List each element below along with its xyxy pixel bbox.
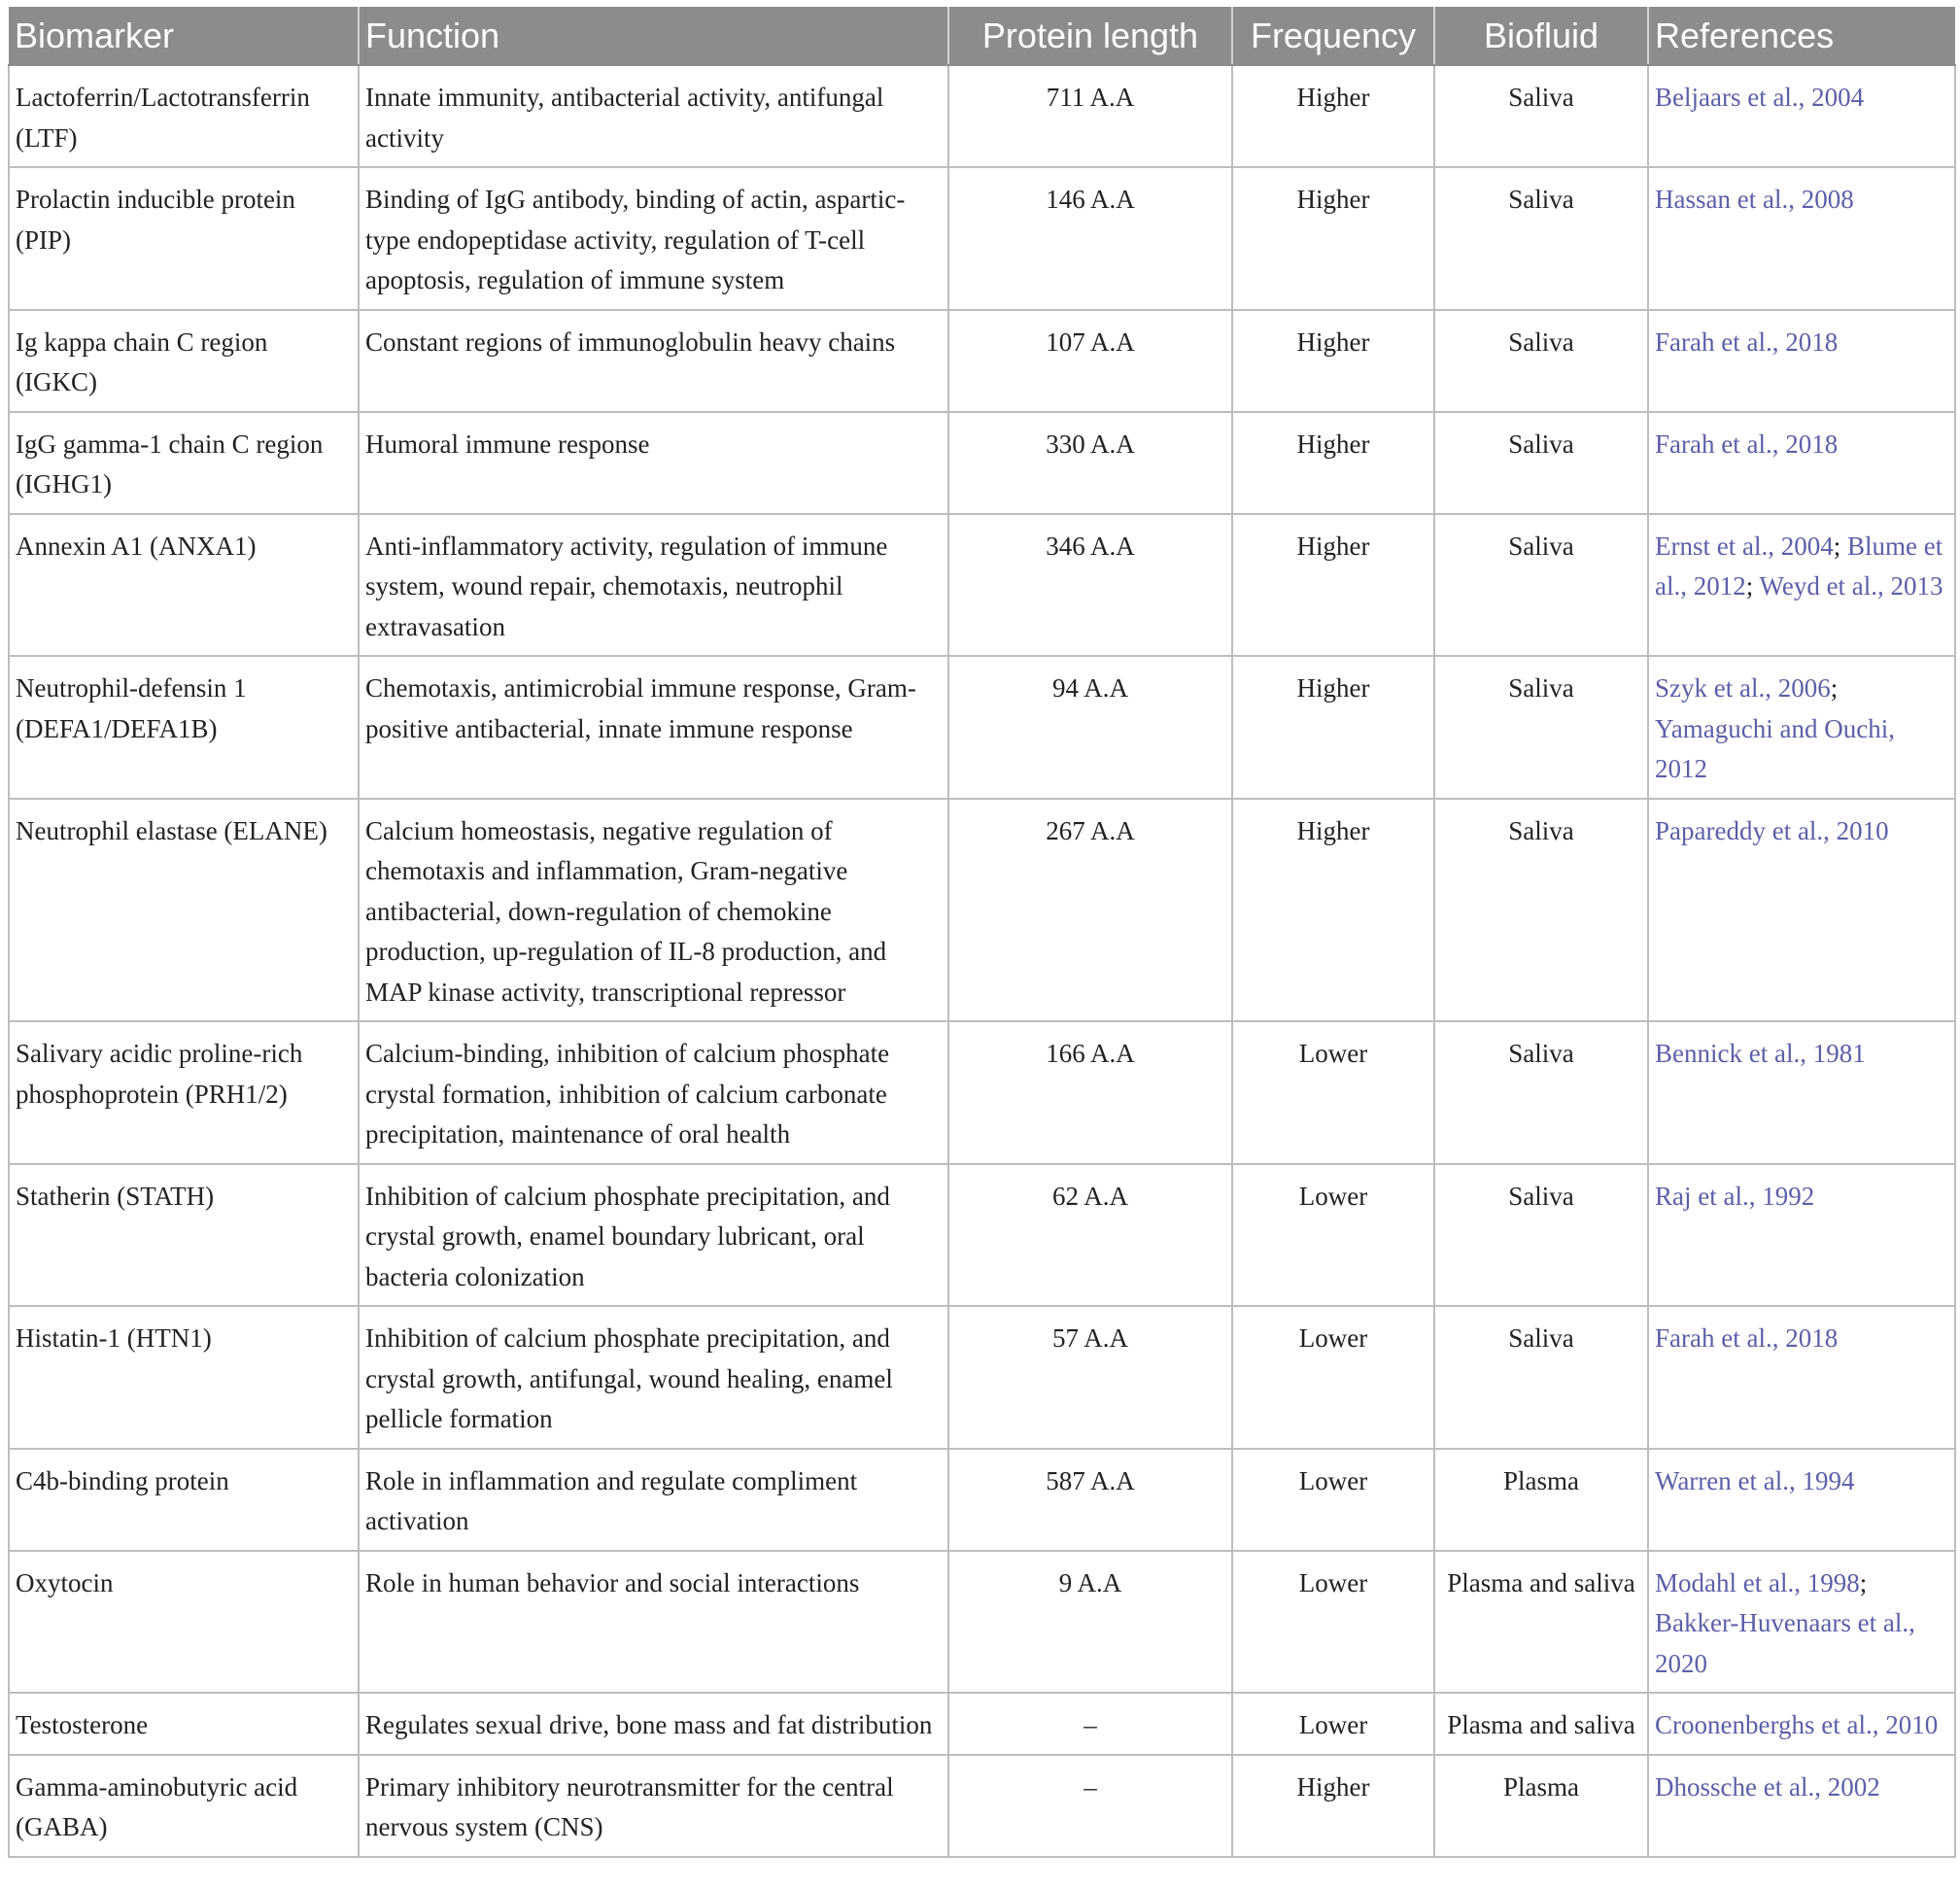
reference-link[interactable]: Yamaguchi and Ouchi, 2012 xyxy=(1655,713,1895,783)
cell-frequency: Higher xyxy=(1232,514,1434,657)
table-row xyxy=(9,514,1955,657)
table-row xyxy=(9,1306,1955,1449)
reference-link[interactable]: Bennick et al., 1981 xyxy=(1655,1039,1866,1068)
reference-link[interactable]: Papareddy et al., 2010 xyxy=(1655,815,1889,845)
cell-biofluid: Saliva xyxy=(1434,1306,1648,1449)
reference-link[interactable]: Ernst et al., 2004 xyxy=(1655,531,1834,561)
table-row xyxy=(9,310,1955,412)
reference-link[interactable]: Szyk et al., 2006 xyxy=(1655,673,1831,703)
cell-function: Calcium homeostasis, negative regulation of chemotaxis and inflammation, Gram-negative antibacterial, down-regulation of chemokine production, up-regulation of IL-8 production, and MAP kinase activity, transcriptional repressor xyxy=(359,799,948,1022)
cell-function: Role in inflammation and regulate compliment activation xyxy=(359,1449,948,1551)
reference-link[interactable]: Dhossche et al., 2002 xyxy=(1655,1771,1880,1802)
cell-references: Szyk et al., 2006; Yamaguchi and Ouchi, 2012 xyxy=(1648,656,1955,799)
table-row xyxy=(9,1449,1955,1551)
cell-biofluid: Saliva xyxy=(1434,167,1648,310)
cell-function: Binding of IgG antibody, binding of actin, aspartic-type endopeptidase activity, regulation of T-cell apoptosis, regulation of immune system xyxy=(359,167,948,310)
cell-function: Calcium-binding, inhibition of calcium phosphate crystal formation, inhibition of calcium carbonate precipitation, maintenance of oral health xyxy=(359,1021,948,1164)
reference-link[interactable]: Croonenberghs et al., 2010 xyxy=(1655,1710,1939,1739)
cell-biofluid: Saliva xyxy=(1434,1164,1648,1307)
cell-references xyxy=(1648,1306,1955,1449)
reference-link[interactable]: Beljaars et al., 2004 xyxy=(1655,83,1865,112)
cell-biomarker: Histatin-1 (HTN1) xyxy=(9,1306,359,1449)
cell-biomarker: Prolactin inducible protein (PIP) xyxy=(9,167,359,310)
cell-biofluid: Saliva xyxy=(1434,65,1648,167)
cell-protein-length: 146 A.A xyxy=(948,167,1232,310)
cell-references xyxy=(1648,310,1955,412)
cell-biofluid: Plasma and saliva xyxy=(1434,1693,1648,1755)
table-row xyxy=(9,65,1955,167)
table-body xyxy=(9,65,1955,1857)
cell-frequency: Lower xyxy=(1232,1164,1434,1307)
cell-protein-length: – xyxy=(948,1755,1232,1857)
cell-references xyxy=(1648,799,1955,1022)
table-row xyxy=(9,1021,1955,1164)
cell-frequency: Higher xyxy=(1232,656,1434,799)
cell-biomarker: Neutrophil elastase (ELANE) xyxy=(9,799,359,1022)
cell-references xyxy=(1648,412,1955,514)
biomarker-table xyxy=(8,7,1956,1858)
reference-link[interactable]: Hassan et al., 2008 xyxy=(1655,185,1854,214)
cell-protein-length: 107 A.A xyxy=(948,310,1232,412)
cell-protein-length: 587 A.A xyxy=(948,1449,1232,1551)
cell-biofluid: Saliva xyxy=(1434,799,1648,1022)
cell-protein-length: 57 A.A xyxy=(948,1306,1232,1449)
reference-link[interactable]: Warren et al., 1994 xyxy=(1655,1465,1855,1495)
cell-function: Primary inhibitory neurotransmitter for the central nervous system (CNS) xyxy=(359,1755,948,1857)
cell-frequency: Lower xyxy=(1232,1693,1434,1755)
cell-frequency: Lower xyxy=(1232,1551,1434,1694)
cell-biomarker: Neutrophil-defensin 1 (DEFA1/DEFA1B) xyxy=(9,656,359,799)
cell-function: Innate immunity, antibacterial activity, antifungal activity xyxy=(359,65,948,167)
cell-biomarker: Statherin (STATH) xyxy=(9,1164,359,1307)
cell-function: Inhibition of calcium phosphate precipitation, and crystal growth, antifungal, wound healing, enamel pellicle formation xyxy=(359,1306,948,1449)
cell-references xyxy=(1648,1755,1955,1857)
cell-references xyxy=(1648,1693,1955,1755)
cell-frequency: Lower xyxy=(1232,1306,1434,1449)
cell-frequency: Lower xyxy=(1232,1021,1434,1164)
table-row xyxy=(9,1551,1955,1694)
reference-link[interactable]: Farah et al., 2018 xyxy=(1655,429,1839,459)
reference-link[interactable]: Farah et al., 2018 xyxy=(1655,1323,1839,1353)
table-header-row xyxy=(9,7,1955,65)
cell-biofluid: Saliva xyxy=(1434,656,1648,799)
cell-frequency: Higher xyxy=(1232,167,1434,310)
cell-biomarker: Testosterone xyxy=(9,1693,359,1755)
cell-references xyxy=(1648,1164,1955,1307)
cell-biomarker: Salivary acidic proline-rich phosphoprotein (PRH1/2) xyxy=(9,1021,359,1164)
header-protein-length: Protein length xyxy=(948,7,1232,65)
cell-biofluid: Plasma xyxy=(1434,1755,1648,1857)
cell-function: Role in human behavior and social interactions xyxy=(359,1551,948,1694)
header-function: Function xyxy=(359,7,948,65)
cell-biofluid: Saliva xyxy=(1434,1021,1648,1164)
table-row xyxy=(9,799,1955,1022)
cell-references xyxy=(1648,1449,1955,1551)
cell-biofluid: Plasma and saliva xyxy=(1434,1551,1648,1694)
cell-references xyxy=(1648,167,1955,310)
cell-biofluid: Saliva xyxy=(1434,412,1648,514)
cell-frequency: Lower xyxy=(1232,1449,1434,1551)
header-biofluid: Biofluid xyxy=(1434,7,1648,65)
reference-link[interactable]: Modahl et al., 1998 xyxy=(1655,1567,1860,1597)
table-row xyxy=(9,1755,1955,1857)
table-row xyxy=(9,1164,1955,1307)
cell-frequency: Higher xyxy=(1232,65,1434,167)
cell-protein-length: 330 A.A xyxy=(948,412,1232,514)
cell-references xyxy=(1648,65,1955,167)
cell-biofluid: Plasma xyxy=(1434,1449,1648,1551)
cell-biomarker: Annexin A1 (ANXA1) xyxy=(9,514,359,657)
cell-biofluid: Saliva xyxy=(1434,514,1648,657)
reference-link[interactable]: Farah et al., 2018 xyxy=(1655,326,1839,357)
cell-protein-length: 166 A.A xyxy=(948,1021,1232,1164)
table-row xyxy=(9,656,1955,799)
header-frequency: Frequency xyxy=(1232,7,1434,65)
cell-references: Ernst et al., 2004; Blume et al., 2012; Weyd et al., 2013 xyxy=(1648,514,1955,657)
cell-biomarker: Lactoferrin/Lactotransferrin (LTF) xyxy=(9,65,359,167)
cell-protein-length: 62 A.A xyxy=(948,1164,1232,1307)
biomarker-table-container xyxy=(8,7,1954,1858)
table-row xyxy=(9,412,1955,514)
cell-biomarker: IgG gamma-1 chain C region (IGHG1) xyxy=(9,412,359,514)
cell-references: Modahl et al., 1998; Bakker-Huvenaars et al., 2020 xyxy=(1648,1551,1955,1694)
cell-protein-length: 267 A.A xyxy=(948,799,1232,1022)
cell-protein-length: 9 A.A xyxy=(948,1551,1232,1694)
cell-function: Constant regions of immunoglobulin heavy chains xyxy=(359,310,948,412)
cell-biofluid: Saliva xyxy=(1434,310,1648,412)
table-row xyxy=(9,1693,1955,1755)
cell-biomarker: C4b-binding protein xyxy=(9,1449,359,1551)
cell-protein-length: 346 A.A xyxy=(948,514,1232,657)
cell-function: Regulates sexual drive, bone mass and fat distribution xyxy=(359,1693,948,1755)
reference-link[interactable]: Weyd et al., 2013 xyxy=(1759,571,1943,601)
reference-link[interactable]: Blume et al., 2012 xyxy=(1655,531,1943,601)
header-biomarker: Biomarker xyxy=(9,7,359,65)
cell-biomarker: Oxytocin xyxy=(9,1551,359,1694)
cell-frequency: Higher xyxy=(1232,1755,1434,1857)
reference-link[interactable]: Raj et al., 1992 xyxy=(1655,1181,1815,1211)
cell-references xyxy=(1648,1021,1955,1164)
cell-protein-length: – xyxy=(948,1693,1232,1755)
cell-frequency: Higher xyxy=(1232,799,1434,1022)
cell-biomarker: Gamma-aminobutyric acid (GABA) xyxy=(9,1755,359,1857)
cell-protein-length: 711 A.A xyxy=(948,65,1232,167)
cell-function: Inhibition of calcium phosphate precipitation, and crystal growth, enamel boundary lubricant, oral bacteria colonization xyxy=(359,1164,948,1307)
cell-function: Humoral immune response xyxy=(359,412,948,514)
cell-function: Anti-inflammatory activity, regulation of immune system, wound repair, chemotaxis, neutrophil extravasation xyxy=(359,514,948,657)
table-row xyxy=(9,167,1955,310)
cell-frequency: Higher xyxy=(1232,310,1434,412)
cell-frequency: Higher xyxy=(1232,412,1434,514)
cell-protein-length: 94 A.A xyxy=(948,656,1232,799)
cell-function: Chemotaxis, antimicrobial immune response, Gram-positive antibacterial, innate immune response xyxy=(359,656,948,799)
header-references: References xyxy=(1648,7,1955,65)
cell-biomarker: Ig kappa chain C region (IGKC) xyxy=(9,310,359,412)
reference-link[interactable]: Bakker-Huvenaars et al., 2020 xyxy=(1655,1608,1915,1678)
